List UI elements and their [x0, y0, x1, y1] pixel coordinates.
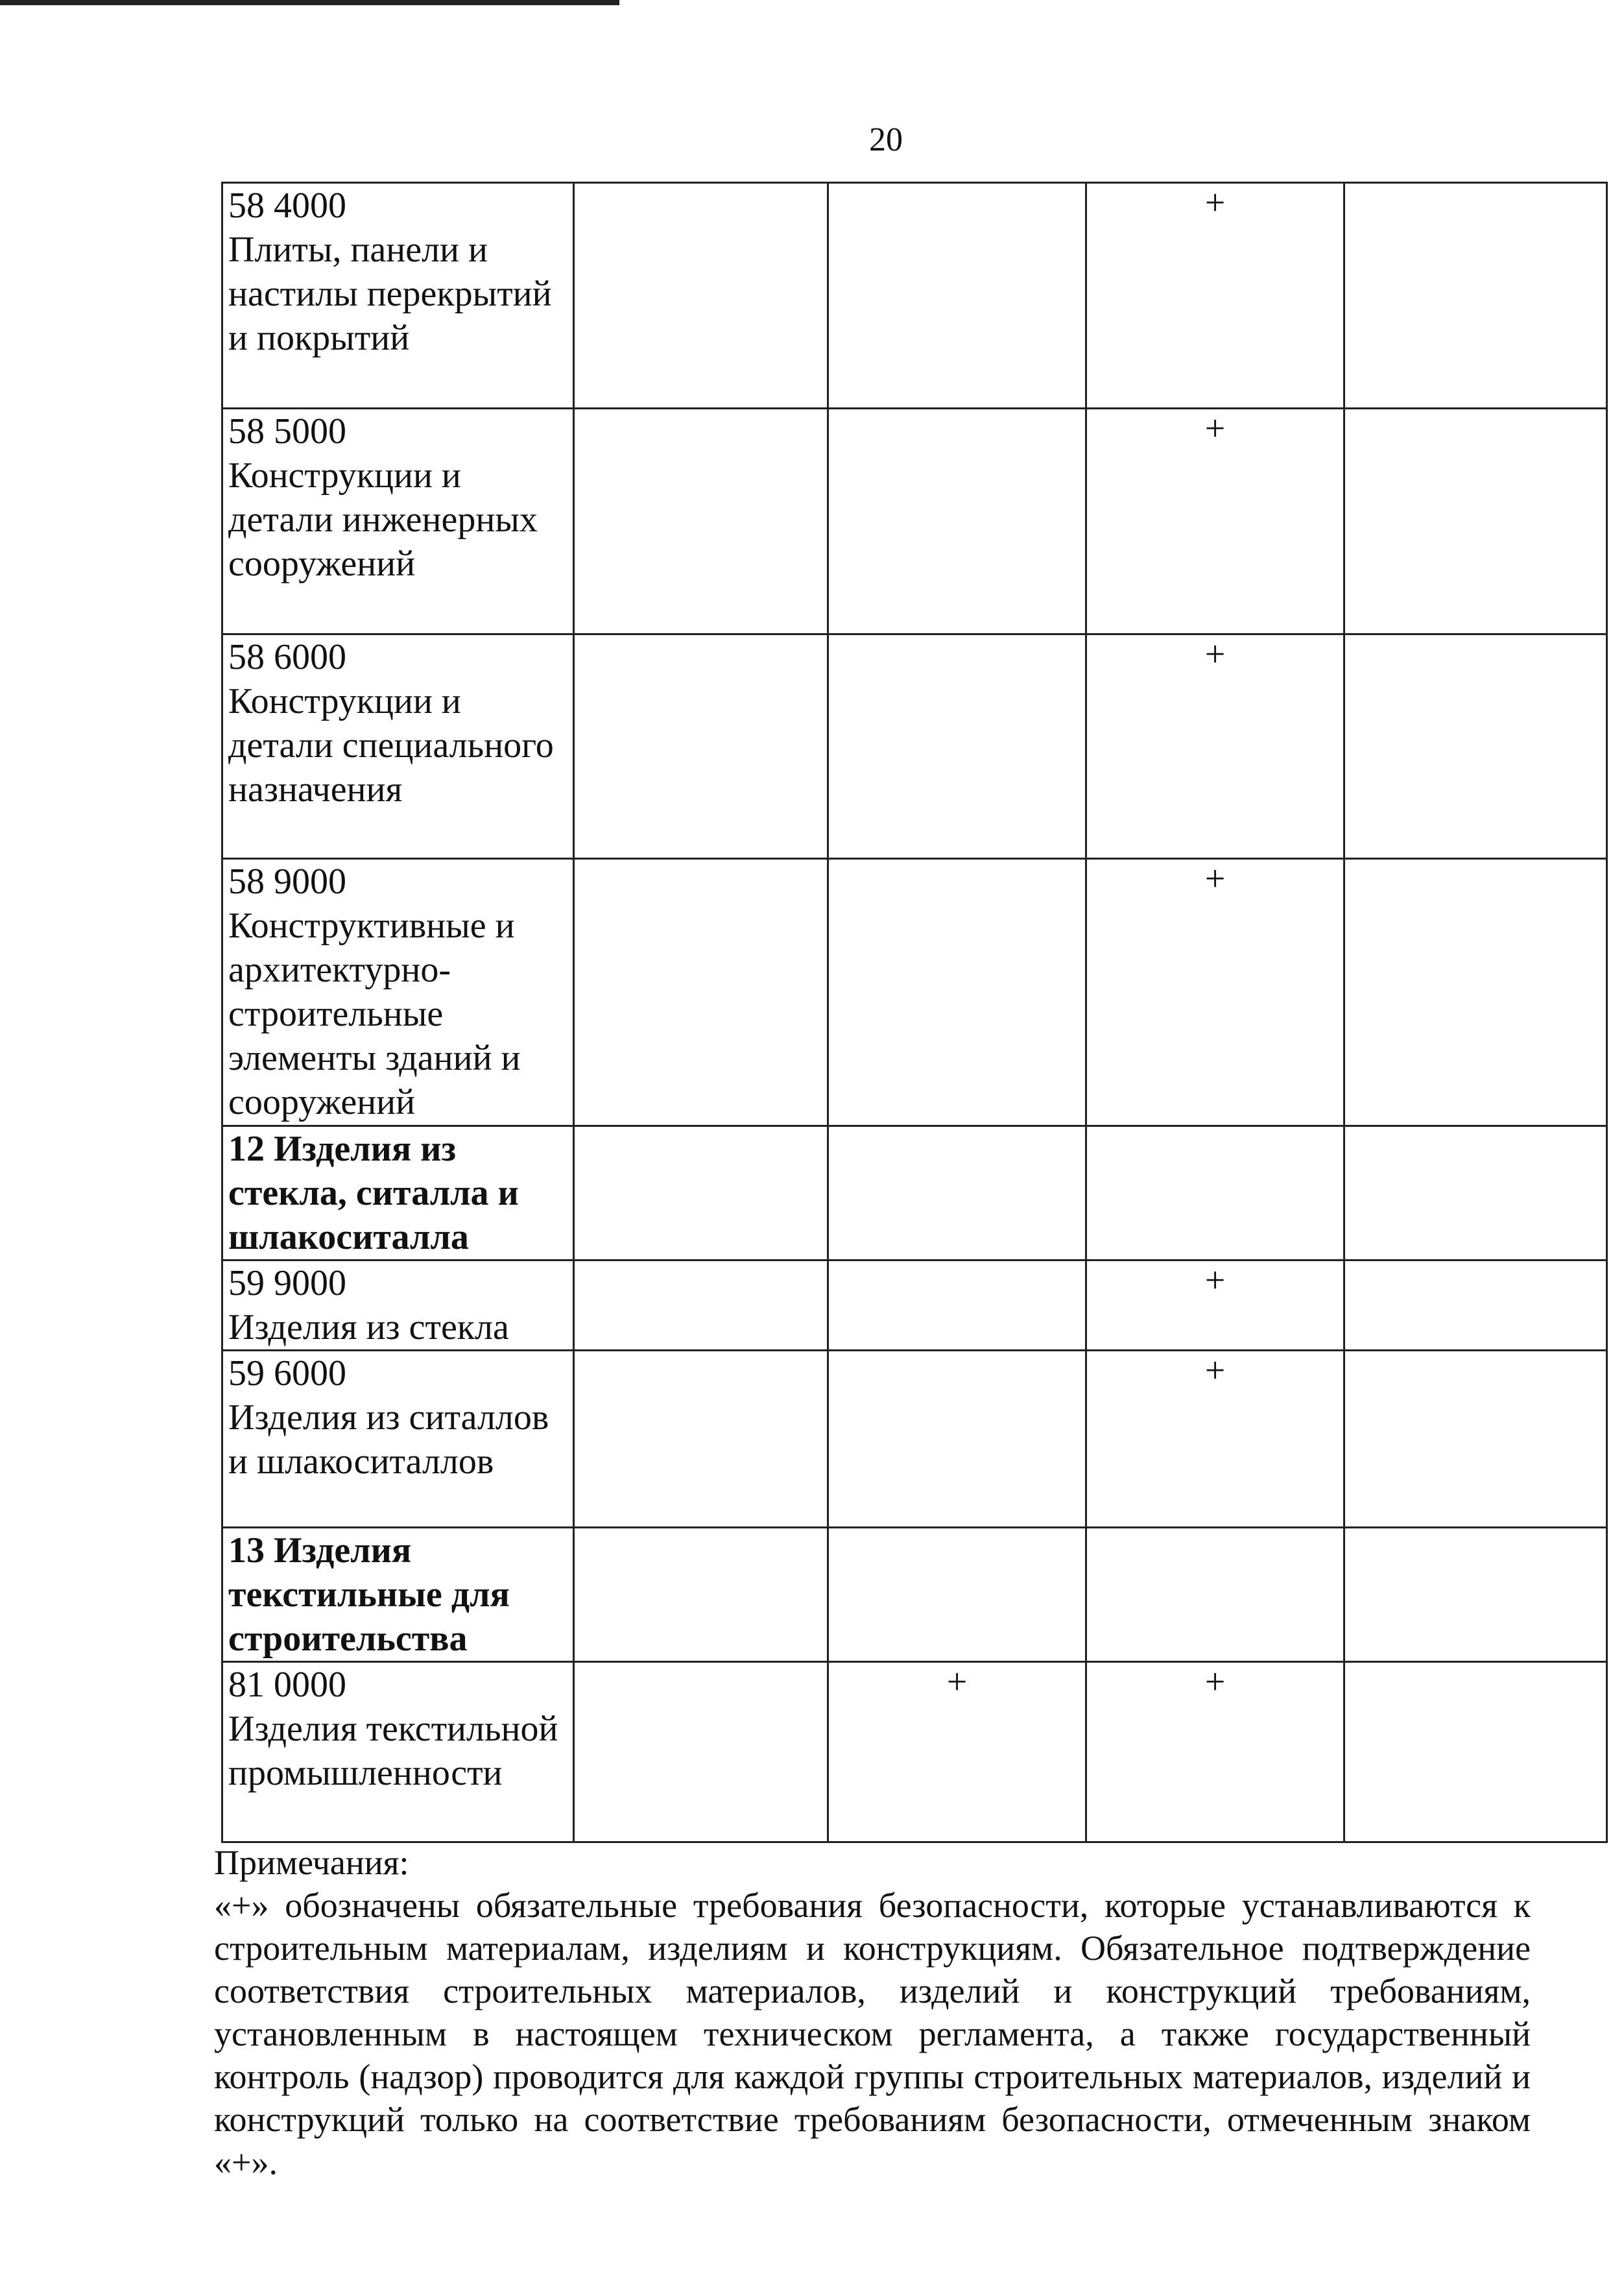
product-code: 58 9000	[228, 862, 346, 902]
product-code: 58 6000	[228, 637, 346, 677]
product-cell	[222, 859, 574, 1126]
product-name: Изделия из стекла	[228, 1307, 509, 1347]
requirement-mark-cell	[1344, 1351, 1607, 1528]
requirement-mark-cell	[574, 859, 828, 1126]
product-code: 58 4000	[228, 186, 346, 226]
requirement-mark-cell: +	[1086, 859, 1344, 1126]
product-cell	[222, 1260, 574, 1351]
requirement-mark-cell	[1344, 409, 1607, 634]
table-row	[222, 183, 1607, 409]
product-cell	[222, 1528, 574, 1662]
product-cell	[222, 1351, 574, 1528]
requirement-mark-cell: +	[1086, 1351, 1344, 1528]
requirement-mark-cell: +	[1086, 409, 1344, 634]
table-row	[222, 1351, 1607, 1528]
requirement-mark-cell: +	[1086, 1662, 1344, 1842]
product-name: Изделия текстильной промышленности	[228, 1709, 558, 1793]
product-cell	[222, 634, 574, 859]
product-cell	[222, 409, 574, 634]
product-name: Плиты, панели и настилы перекрытий и покрытий	[228, 230, 552, 358]
requirement-mark-cell	[574, 634, 828, 859]
product-name: Изделия из ситаллов и шлакоситаллов	[228, 1397, 549, 1482]
requirement-mark-cell	[1344, 1260, 1607, 1351]
requirement-mark-cell: +	[1086, 1260, 1344, 1351]
requirement-mark-cell	[828, 1260, 1086, 1351]
group-heading: 13 Изделия текстильные для строительства	[228, 1530, 510, 1659]
product-cell	[222, 1126, 574, 1260]
requirement-mark-cell	[828, 409, 1086, 634]
requirement-mark-cell	[1344, 1528, 1607, 1662]
table-row	[222, 859, 1607, 1126]
requirement-mark-cell	[1344, 183, 1607, 409]
product-cell	[222, 1662, 574, 1842]
requirements-table	[221, 182, 1608, 1843]
requirement-mark-cell	[574, 1662, 828, 1842]
requirement-mark-cell	[828, 1528, 1086, 1662]
requirement-mark-cell	[1086, 1126, 1344, 1260]
notes-title: Примечания:	[214, 1843, 409, 1882]
requirement-mark-cell: +	[1086, 183, 1344, 409]
requirement-mark-cell	[574, 1260, 828, 1351]
product-name: Конструкции и детали инженерных сооружений	[228, 455, 538, 584]
table-row	[222, 1260, 1607, 1351]
table-row	[222, 409, 1607, 634]
table-row	[222, 634, 1607, 859]
product-name: Конструкции и детали специального назначения	[228, 681, 554, 810]
requirement-mark-cell	[1344, 859, 1607, 1126]
requirement-mark-cell	[828, 1126, 1086, 1260]
requirement-mark-cell	[1344, 1662, 1607, 1842]
product-code: 81 0000	[228, 1665, 346, 1705]
requirement-mark-cell	[574, 1351, 828, 1528]
requirement-mark-cell	[574, 1528, 828, 1662]
requirement-mark-cell: +	[828, 1662, 1086, 1842]
requirement-mark-cell	[1086, 1528, 1344, 1662]
requirement-mark-cell	[574, 183, 828, 409]
table-row	[222, 1528, 1607, 1662]
page-number: 20	[869, 121, 903, 158]
requirement-mark-cell	[1344, 1126, 1607, 1260]
requirement-mark-cell	[828, 859, 1086, 1126]
table-row	[222, 1126, 1607, 1260]
product-cell	[222, 183, 574, 409]
notes-text: «+» обозначены обязательные требования безопасности, которые устанавливаются к строительным материалам, изделиям и конструкциям. Обязательное подтверждение соответствия строительных материалов, изделий и конструкций требованиям, установленным в настоящем техническом регламента, а также государственный контроль (надзор) проводится для каждой группы строительных материалов, изделий и конструкций только на соответствие требованиям безопасности, отмеченным знаком «+».	[214, 1886, 1531, 2182]
notes	[214, 1841, 1531, 2184]
requirement-mark-cell	[574, 409, 828, 634]
requirement-mark-cell	[574, 1126, 828, 1260]
table-row	[222, 1662, 1607, 1842]
product-code: 59 6000	[228, 1353, 346, 1393]
product-name: Конструктивные и архитектурно-строительные элементы зданий и сооружений	[228, 906, 521, 1122]
requirement-mark-cell: +	[1086, 634, 1344, 859]
requirement-mark-cell	[828, 634, 1086, 859]
product-code: 59 9000	[228, 1263, 346, 1303]
requirement-mark-cell	[828, 1351, 1086, 1528]
requirement-mark-cell	[828, 183, 1086, 409]
product-code: 58 5000	[228, 411, 346, 452]
group-heading: 12 Изделия из стекла, ситалла и шлакоситалла	[228, 1129, 519, 1257]
requirement-mark-cell	[1344, 634, 1607, 859]
scan-edge-line	[0, 0, 619, 5]
